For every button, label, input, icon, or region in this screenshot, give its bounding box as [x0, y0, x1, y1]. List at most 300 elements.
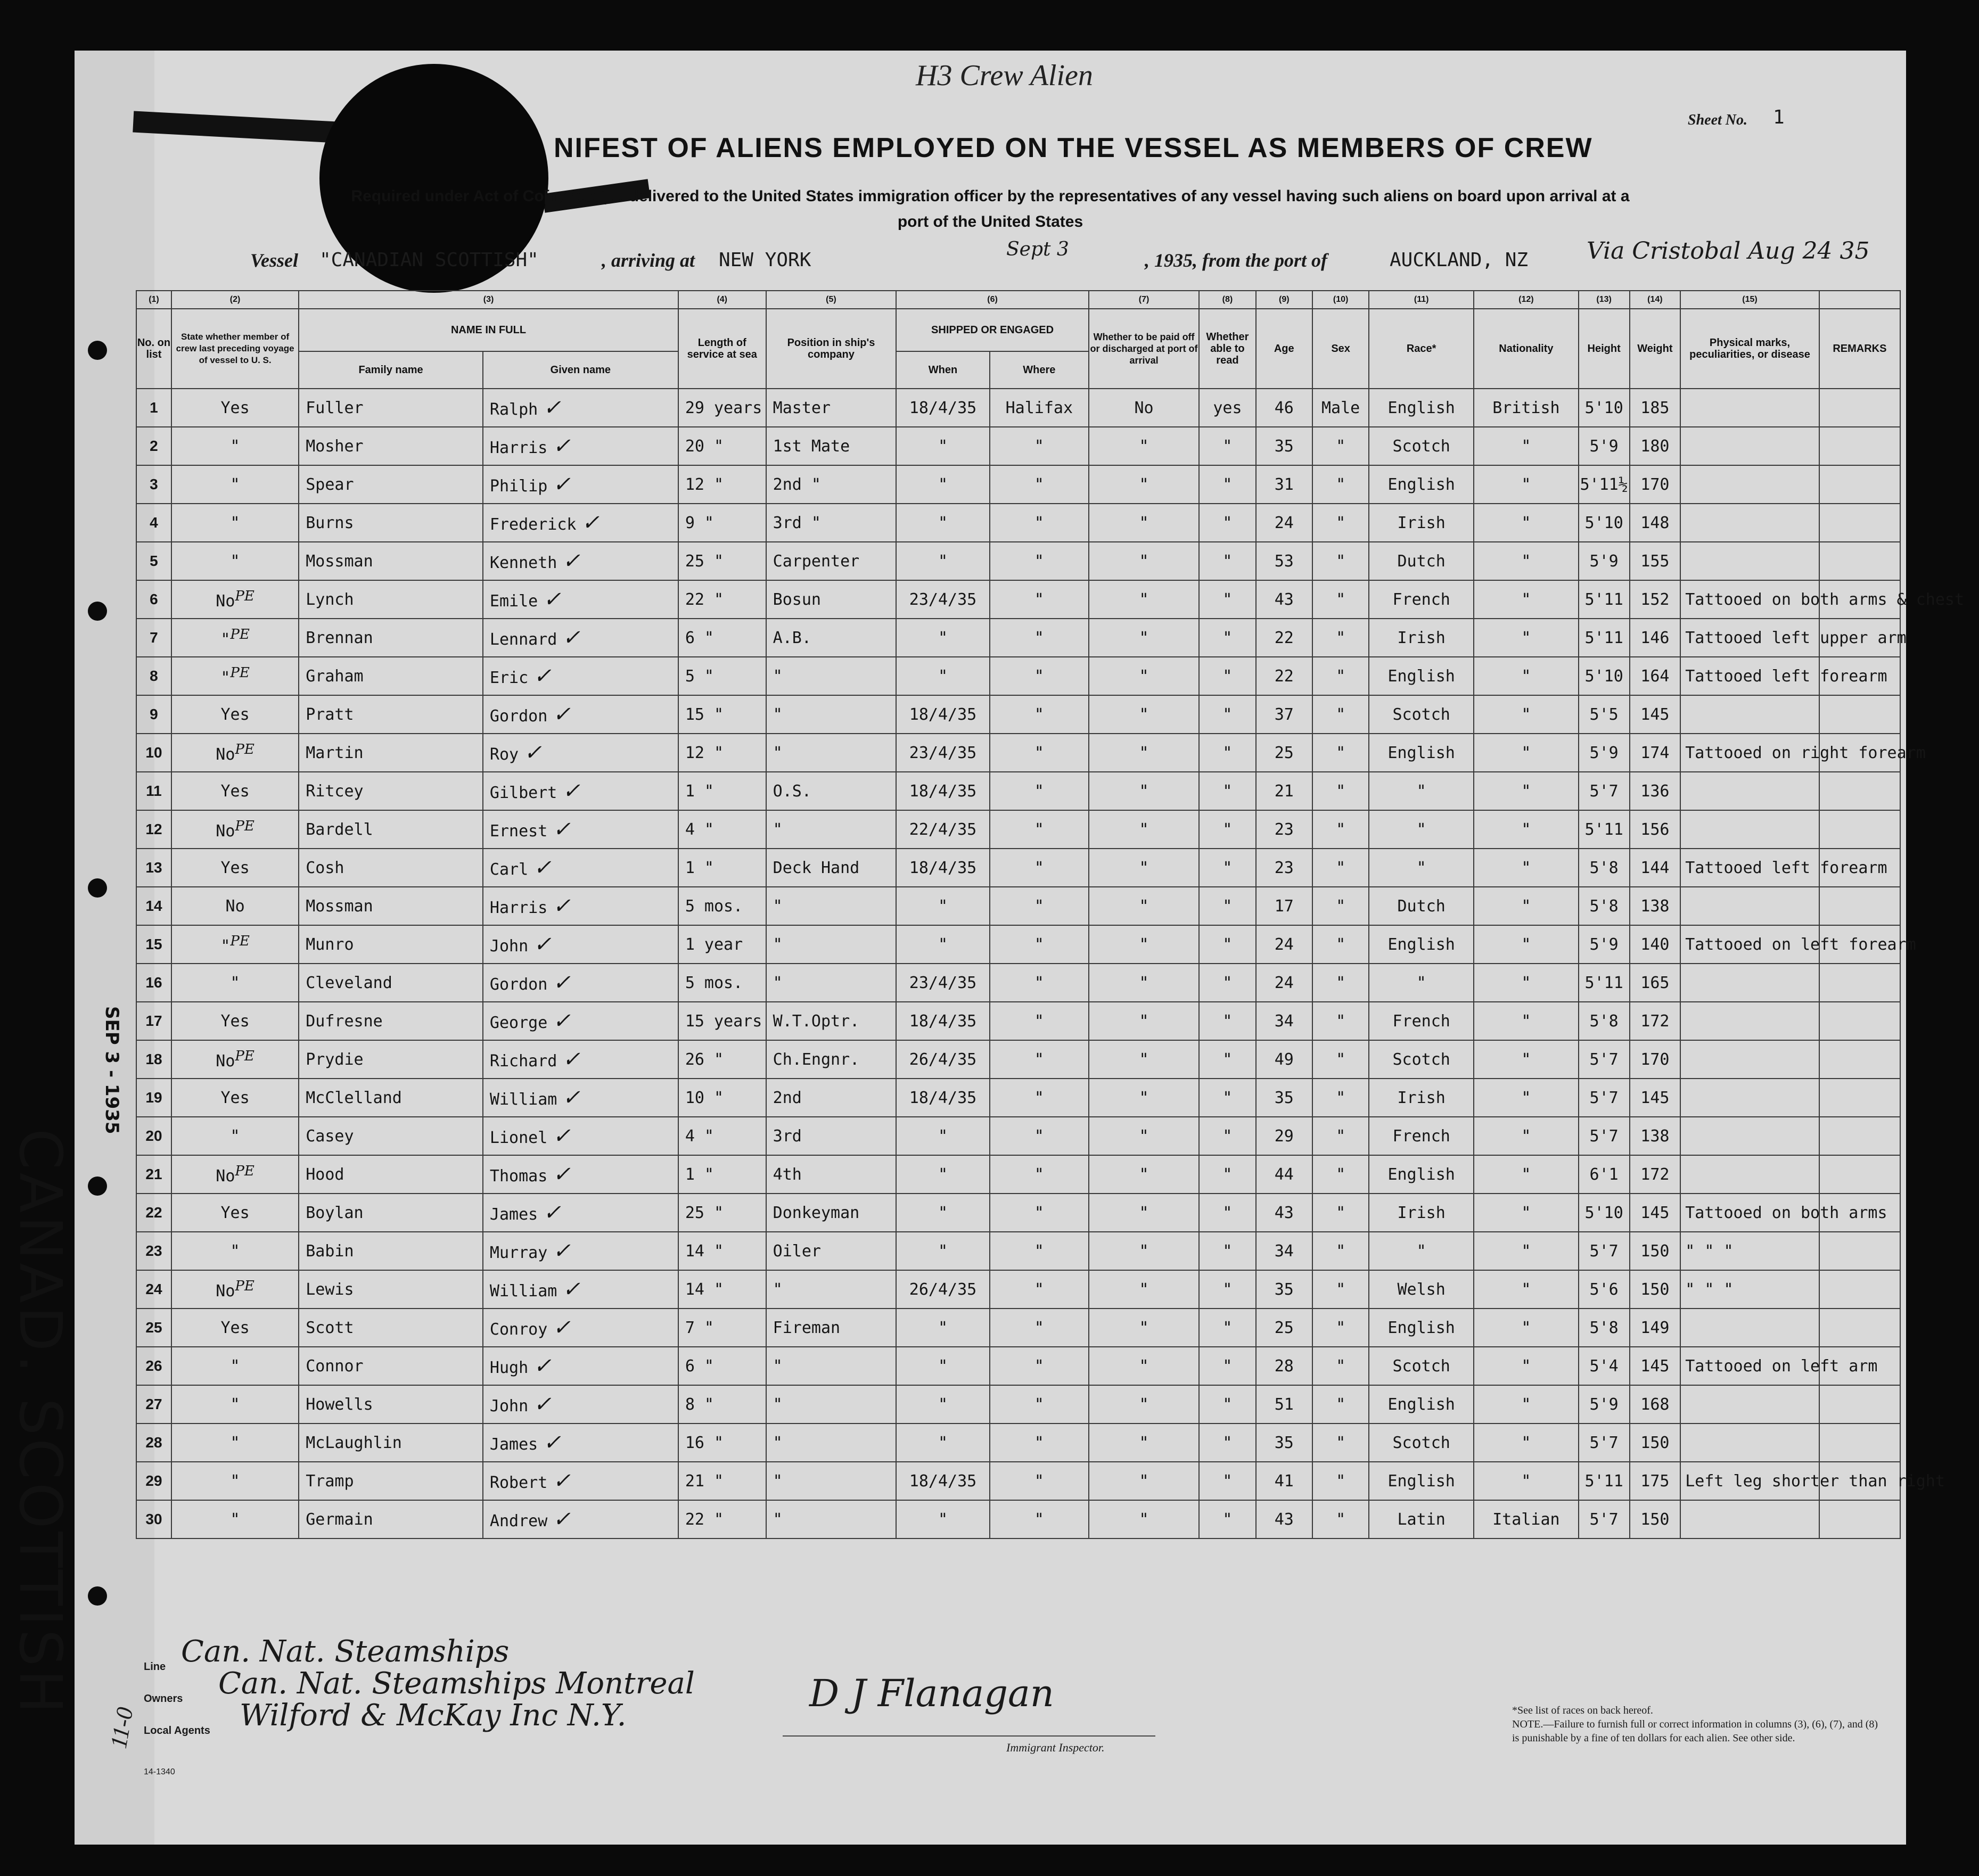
height-cell: 5'9	[1579, 1385, 1630, 1424]
weight-cell: 156	[1630, 810, 1681, 849]
col-number-4: (4)	[678, 291, 766, 309]
header-age: Age	[1256, 309, 1312, 389]
engaged-when-cell: 23/4/35	[896, 964, 989, 1002]
ship-position-cell: W.T.Optr.	[766, 1002, 897, 1040]
given-name-value: Eric	[489, 669, 529, 687]
crew-row	[136, 389, 1900, 427]
able-to-read-cell: "	[1199, 1385, 1255, 1424]
family-name-cell: Mosher	[299, 427, 483, 465]
checkmark-icon: ✓	[524, 740, 542, 765]
row-number-cell: 21	[136, 1155, 171, 1194]
status-value: "	[230, 437, 240, 456]
col-number-2: (2)	[171, 291, 299, 309]
sex-cell: "	[1312, 465, 1369, 504]
crew-status-cell	[171, 1040, 299, 1079]
nationality-cell: "	[1474, 657, 1579, 695]
given-name-value: Roy	[489, 745, 519, 764]
physical-marks-cell	[1680, 504, 1819, 542]
age-cell: 24	[1256, 925, 1312, 964]
checkmark-icon: ✓	[533, 1354, 552, 1378]
header-no-on-list: No. on list	[136, 309, 171, 389]
family-name-cell: Lewis	[299, 1270, 483, 1309]
service-length-cell: 9 "	[678, 504, 766, 542]
remarks-cell	[1819, 1309, 1900, 1347]
service-length-cell: 15 years	[678, 1002, 766, 1040]
height-cell: 5'7	[1579, 1500, 1630, 1538]
engaged-where-cell: "	[990, 849, 1089, 887]
given-name-cell	[483, 1424, 678, 1462]
race-cell: English	[1369, 389, 1474, 427]
ship-position-cell: Master	[766, 389, 897, 427]
age-cell: 51	[1256, 1385, 1312, 1424]
race-cell: English	[1369, 465, 1474, 504]
engaged-when-cell: 18/4/35	[896, 1462, 989, 1500]
crew-row	[136, 1232, 1900, 1270]
crew-status-cell	[171, 1500, 299, 1538]
race-cell: Scotch	[1369, 695, 1474, 734]
checkmark-icon: ✓	[553, 1162, 571, 1187]
checkmark-icon: ✓	[543, 1430, 561, 1455]
crew-row	[136, 925, 1900, 964]
able-to-read-cell: "	[1199, 1500, 1255, 1538]
remarks-cell	[1819, 1155, 1900, 1194]
subtitle-line-1: Required under Act of Co[ngress] ... delivered to the United States immigration officer by the representatives of any vessel having such aliens on board upon arrival at a	[351, 187, 1630, 205]
arriving-label: , arriving at	[602, 250, 695, 271]
checkmark-icon: ✓	[562, 1085, 580, 1110]
ship-position-cell: Donkeyman	[766, 1194, 897, 1232]
engaged-where-cell: "	[990, 925, 1089, 964]
engaged-when-cell: 18/4/35	[896, 695, 989, 734]
weight-cell: 172	[1630, 1155, 1681, 1194]
checkmark-icon: ✓	[553, 702, 571, 727]
remarks-cell	[1819, 542, 1900, 580]
crew-row	[136, 542, 1900, 580]
able-to-read-cell: "	[1199, 1002, 1255, 1040]
engaged-where-cell: "	[990, 542, 1089, 580]
crew-status-cell	[171, 734, 299, 772]
service-length-cell: 5 mos.	[678, 887, 766, 925]
ship-position-cell: 3rd "	[766, 504, 897, 542]
header-state: State whether member of crew last preceding voyage of vessel to U. S.	[171, 309, 299, 389]
weight-cell: 136	[1630, 772, 1681, 810]
engaged-when-cell: "	[896, 427, 989, 465]
height-cell: 5'9	[1579, 925, 1630, 964]
engaged-where-cell: "	[990, 619, 1089, 657]
physical-marks-cell: " " "	[1680, 1270, 1819, 1309]
status-value: No	[216, 1167, 235, 1186]
service-length-cell: 16 "	[678, 1424, 766, 1462]
checkmark-icon: ✓	[553, 817, 571, 842]
status-value: "	[220, 630, 231, 649]
weight-cell: 150	[1630, 1232, 1681, 1270]
crew-status-cell	[171, 1424, 299, 1462]
able-to-read-cell: "	[1199, 695, 1255, 734]
able-to-read-cell: "	[1199, 734, 1255, 772]
given-name-value: Emile	[489, 592, 538, 611]
given-name-value: James	[489, 1205, 538, 1224]
manifest-subtitle	[133, 184, 1847, 235]
race-cell: "	[1369, 849, 1474, 887]
age-cell: 23	[1256, 810, 1312, 849]
vessel-name: "CANADIAN SCOTTISH"	[319, 249, 539, 271]
given-name-value: George	[489, 1014, 548, 1032]
given-name-cell	[483, 964, 678, 1002]
pe-annotation: PE	[230, 665, 250, 681]
given-name-value: John	[489, 1397, 529, 1416]
status-value: Yes	[220, 1088, 250, 1107]
able-to-read-cell: "	[1199, 887, 1255, 925]
weight-cell: 150	[1630, 1424, 1681, 1462]
crew-status-cell	[171, 1002, 299, 1040]
header-able-to-read: Whether able to read	[1199, 309, 1255, 389]
page-mark: 11-0	[105, 1705, 138, 1750]
nationality-cell: "	[1474, 1194, 1579, 1232]
nationality-cell: "	[1474, 964, 1579, 1002]
height-cell: 5'11	[1579, 619, 1630, 657]
header-race: Race*	[1369, 309, 1474, 389]
race-cell: "	[1369, 964, 1474, 1002]
status-value: Yes	[220, 1011, 250, 1031]
nationality-cell: "	[1474, 427, 1579, 465]
race-cell: Irish	[1369, 619, 1474, 657]
header-height: Height	[1579, 309, 1630, 389]
given-name-value: Harris	[489, 439, 548, 457]
height-cell: 5'10	[1579, 657, 1630, 695]
height-cell: 5'11½	[1579, 465, 1630, 504]
crew-row	[136, 849, 1900, 887]
physical-marks-cell	[1680, 1117, 1819, 1155]
checkmark-icon: ✓	[553, 434, 571, 458]
engaged-where-cell: "	[990, 1309, 1089, 1347]
remarks-cell	[1819, 1002, 1900, 1040]
race-cell: English	[1369, 925, 1474, 964]
paid-off-cell: "	[1089, 772, 1199, 810]
paid-off-cell: "	[1089, 964, 1199, 1002]
nationality-cell: "	[1474, 772, 1579, 810]
able-to-read-cell: "	[1199, 1040, 1255, 1079]
given-name-cell	[483, 619, 678, 657]
crew-row	[136, 504, 1900, 542]
weight-cell: 144	[1630, 849, 1681, 887]
status-value: Yes	[220, 705, 250, 724]
ship-position-cell: Fireman	[766, 1309, 897, 1347]
ship-position-cell: "	[766, 925, 897, 964]
crew-row	[136, 695, 1900, 734]
age-cell: 24	[1256, 964, 1312, 1002]
sex-cell: "	[1312, 1117, 1369, 1155]
family-name-cell: Graham	[299, 657, 483, 695]
given-name-cell	[483, 1385, 678, 1424]
crew-status-cell	[171, 580, 299, 619]
able-to-read-cell: yes	[1199, 389, 1255, 427]
given-name-value: Ernest	[489, 822, 548, 841]
given-name-value: Conroy	[489, 1320, 548, 1339]
ship-position-cell: 4th	[766, 1155, 897, 1194]
crew-status-cell	[171, 964, 299, 1002]
status-value: "	[230, 973, 240, 992]
service-length-cell: 29 years	[678, 389, 766, 427]
engaged-where-cell: "	[990, 887, 1089, 925]
able-to-read-cell: "	[1199, 925, 1255, 964]
given-name-value: Gordon	[489, 707, 548, 726]
departure-port: AUCKLAND, NZ	[1390, 249, 1529, 271]
sex-cell: "	[1312, 504, 1369, 542]
engaged-when-cell: "	[896, 1347, 989, 1385]
nationality-cell: "	[1474, 1155, 1579, 1194]
paid-off-cell: "	[1089, 427, 1199, 465]
crew-status-cell	[171, 695, 299, 734]
checkmark-icon: ✓	[553, 1507, 571, 1532]
sheet-number: 1	[1773, 106, 1785, 128]
race-cell: Irish	[1369, 1079, 1474, 1117]
physical-marks-cell: Tattooed left forearm	[1680, 657, 1819, 695]
weight-cell: 146	[1630, 619, 1681, 657]
status-value: No	[216, 592, 235, 611]
race-cell: Dutch	[1369, 887, 1474, 925]
crew-status-cell	[171, 1155, 299, 1194]
row-number-cell: 18	[136, 1040, 171, 1079]
crew-row	[136, 1270, 1900, 1309]
given-name-value: William	[489, 1282, 557, 1301]
crew-status-cell	[171, 1232, 299, 1270]
status-value: "	[230, 552, 240, 571]
paid-off-cell: "	[1089, 887, 1199, 925]
col-number-3: (3)	[299, 291, 678, 309]
crew-status-cell	[171, 504, 299, 542]
paid-off-cell: "	[1089, 465, 1199, 504]
sex-cell: "	[1312, 1040, 1369, 1079]
nationality-cell: "	[1474, 542, 1579, 580]
weight-cell: 145	[1630, 1347, 1681, 1385]
ship-position-cell: "	[766, 1462, 897, 1500]
given-name-value: John	[489, 937, 529, 956]
status-value: "	[230, 1433, 240, 1452]
given-name-cell	[483, 427, 678, 465]
engaged-when-cell: 18/4/35	[896, 1079, 989, 1117]
sex-cell: "	[1312, 1309, 1369, 1347]
arrival-port: NEW YORK	[719, 249, 811, 271]
age-cell: 22	[1256, 619, 1312, 657]
height-cell: 5'5	[1579, 695, 1630, 734]
given-name-value: Andrew	[489, 1512, 548, 1531]
ship-position-cell: "	[766, 1424, 897, 1462]
family-name-cell: Martin	[299, 734, 483, 772]
sheet-label: Sheet No.	[1688, 112, 1747, 128]
header-given-name: Given name	[483, 351, 678, 389]
status-value: No	[225, 896, 245, 916]
checkmark-icon: ✓	[553, 1239, 571, 1263]
punch-hole	[88, 1586, 107, 1606]
weight-cell: 148	[1630, 504, 1681, 542]
race-cell: English	[1369, 1462, 1474, 1500]
col-number-1: (1)	[136, 291, 171, 309]
height-cell: 5'8	[1579, 849, 1630, 887]
family-name-cell: Ritcey	[299, 772, 483, 810]
crew-status-cell	[171, 810, 299, 849]
row-number-cell: 11	[136, 772, 171, 810]
header-shipped-or-engaged: SHIPPED OR ENGAGED	[896, 309, 1089, 351]
punch-hole	[88, 602, 107, 621]
height-cell: 5'11	[1579, 810, 1630, 849]
engaged-when-cell: "	[896, 465, 989, 504]
physical-marks-cell	[1680, 695, 1819, 734]
given-name-value: Lennard	[489, 630, 557, 649]
crew-row	[136, 1424, 1900, 1462]
given-name-cell	[483, 734, 678, 772]
col-number-8: (8)	[1199, 291, 1255, 309]
height-cell: 5'7	[1579, 1424, 1630, 1462]
engaged-where-cell: "	[990, 1002, 1089, 1040]
row-number-cell: 23	[136, 1232, 171, 1270]
engaged-when-cell: "	[896, 1194, 989, 1232]
remarks-cell	[1819, 465, 1900, 504]
given-name-value: Frederick	[489, 515, 577, 534]
given-name-value: Murray	[489, 1244, 548, 1262]
service-length-cell: 22 "	[678, 580, 766, 619]
physical-marks-cell	[1680, 1155, 1819, 1194]
engaged-where-cell: "	[990, 1232, 1089, 1270]
nationality-cell: "	[1474, 1232, 1579, 1270]
row-number-cell: 10	[136, 734, 171, 772]
ship-position-cell: Ch.Engnr.	[766, 1040, 897, 1079]
col-number-15: (15)	[1680, 291, 1819, 309]
row-number-cell: 8	[136, 657, 171, 695]
engaged-when-cell: 26/4/35	[896, 1270, 989, 1309]
crew-row	[136, 427, 1900, 465]
paid-off-cell: "	[1089, 849, 1199, 887]
ship-position-cell: "	[766, 887, 897, 925]
engaged-where-cell: "	[990, 772, 1089, 810]
paid-off-cell: "	[1089, 619, 1199, 657]
weight-cell: 164	[1630, 657, 1681, 695]
ship-position-cell: "	[766, 657, 897, 695]
able-to-read-cell: "	[1199, 1270, 1255, 1309]
nationality-cell: Italian	[1474, 1500, 1579, 1538]
sex-cell: "	[1312, 619, 1369, 657]
paid-off-cell: "	[1089, 1462, 1199, 1500]
given-name-value: Thomas	[489, 1167, 548, 1186]
weight-cell: 145	[1630, 1079, 1681, 1117]
age-cell: 44	[1256, 1155, 1312, 1194]
line-value: Can. Nat. Steamships	[181, 1634, 510, 1669]
nationality-cell: "	[1474, 695, 1579, 734]
row-number-cell: 9	[136, 695, 171, 734]
paid-off-cell: "	[1089, 580, 1199, 619]
remarks-cell	[1819, 504, 1900, 542]
crew-status-cell	[171, 849, 299, 887]
age-cell: 23	[1256, 849, 1312, 887]
ship-position-cell: A.B.	[766, 619, 897, 657]
given-name-value: Carl	[489, 860, 529, 879]
age-cell: 41	[1256, 1462, 1312, 1500]
remarks-cell	[1819, 1424, 1900, 1462]
able-to-read-cell: "	[1199, 1117, 1255, 1155]
engaged-where-cell: "	[990, 1117, 1089, 1155]
physical-marks-cell: Left leg shorter than right	[1680, 1462, 1819, 1500]
status-value: No	[216, 745, 235, 764]
ship-position-cell: 2nd "	[766, 465, 897, 504]
family-name-cell: Spear	[299, 465, 483, 504]
year-label: , 1935, from the port of	[1145, 250, 1328, 271]
given-name-value: Philip	[489, 477, 548, 496]
physical-marks-cell	[1680, 1002, 1819, 1040]
race-cell: English	[1369, 734, 1474, 772]
inspector-label: Immigrant Inspector.	[1006, 1741, 1105, 1754]
sex-cell: "	[1312, 772, 1369, 810]
row-number-cell: 24	[136, 1270, 171, 1309]
able-to-read-cell: "	[1199, 1079, 1255, 1117]
sex-cell: "	[1312, 695, 1369, 734]
checkmark-icon: ✓	[553, 1009, 571, 1033]
crew-status-cell	[171, 1194, 299, 1232]
checkmark-icon: ✓	[562, 1277, 580, 1302]
height-cell: 5'7	[1579, 1040, 1630, 1079]
punch-hole	[88, 878, 107, 898]
paid-off-cell: "	[1089, 925, 1199, 964]
checkmark-icon: ✓	[533, 1392, 552, 1417]
age-cell: 43	[1256, 580, 1312, 619]
engaged-when-cell: "	[896, 1232, 989, 1270]
family-name-cell: Tramp	[299, 1462, 483, 1500]
given-name-value: Richard	[489, 1052, 557, 1071]
row-number-cell: 28	[136, 1424, 171, 1462]
physical-marks-cell	[1680, 427, 1819, 465]
engaged-when-cell: 18/4/35	[896, 849, 989, 887]
race-cell: English	[1369, 1309, 1474, 1347]
crew-row	[136, 1385, 1900, 1424]
service-length-cell: 4 "	[678, 1117, 766, 1155]
header-remarks: REMARKS	[1819, 309, 1900, 389]
row-number-cell: 16	[136, 964, 171, 1002]
engaged-where-cell: "	[990, 1194, 1089, 1232]
crew-row	[136, 772, 1900, 810]
handwritten-crew-note: H3 Crew Alien	[916, 59, 1093, 92]
engaged-where-cell: "	[990, 1385, 1089, 1424]
weight-cell: 140	[1630, 925, 1681, 964]
crew-row	[136, 1002, 1900, 1040]
ship-position-cell: "	[766, 1385, 897, 1424]
engaged-where-cell: "	[990, 1270, 1089, 1309]
given-name-value: Hugh	[489, 1359, 529, 1377]
race-cell: English	[1369, 1385, 1474, 1424]
family-name-cell: Casey	[299, 1117, 483, 1155]
header-paid-off: Whether to be paid off or discharged at port of arrival	[1089, 309, 1199, 389]
paid-off-cell: "	[1089, 504, 1199, 542]
engaged-when-cell: "	[896, 542, 989, 580]
crew-row	[136, 1462, 1900, 1500]
ship-position-cell: "	[766, 695, 897, 734]
crew-status-cell	[171, 1117, 299, 1155]
nationality-cell: "	[1474, 1002, 1579, 1040]
agents-label: Local Agents	[144, 1725, 210, 1737]
paid-off-cell: "	[1089, 542, 1199, 580]
given-name-cell	[483, 657, 678, 695]
ship-position-cell: "	[766, 1270, 897, 1309]
header-when: When	[896, 351, 989, 389]
engaged-when-cell: 23/4/35	[896, 734, 989, 772]
given-name-cell	[483, 580, 678, 619]
agents-value: Wilford & McKay Inc N.Y.	[240, 1698, 627, 1733]
remarks-cell	[1819, 1079, 1900, 1117]
crew-row	[136, 964, 1900, 1002]
footnote	[1512, 1704, 1885, 1745]
given-name-value: James	[489, 1435, 538, 1454]
given-name-value: Lionel	[489, 1129, 548, 1147]
service-length-cell: 14 "	[678, 1270, 766, 1309]
paid-off-cell: "	[1089, 1117, 1199, 1155]
able-to-read-cell: "	[1199, 964, 1255, 1002]
age-cell: 49	[1256, 1040, 1312, 1079]
